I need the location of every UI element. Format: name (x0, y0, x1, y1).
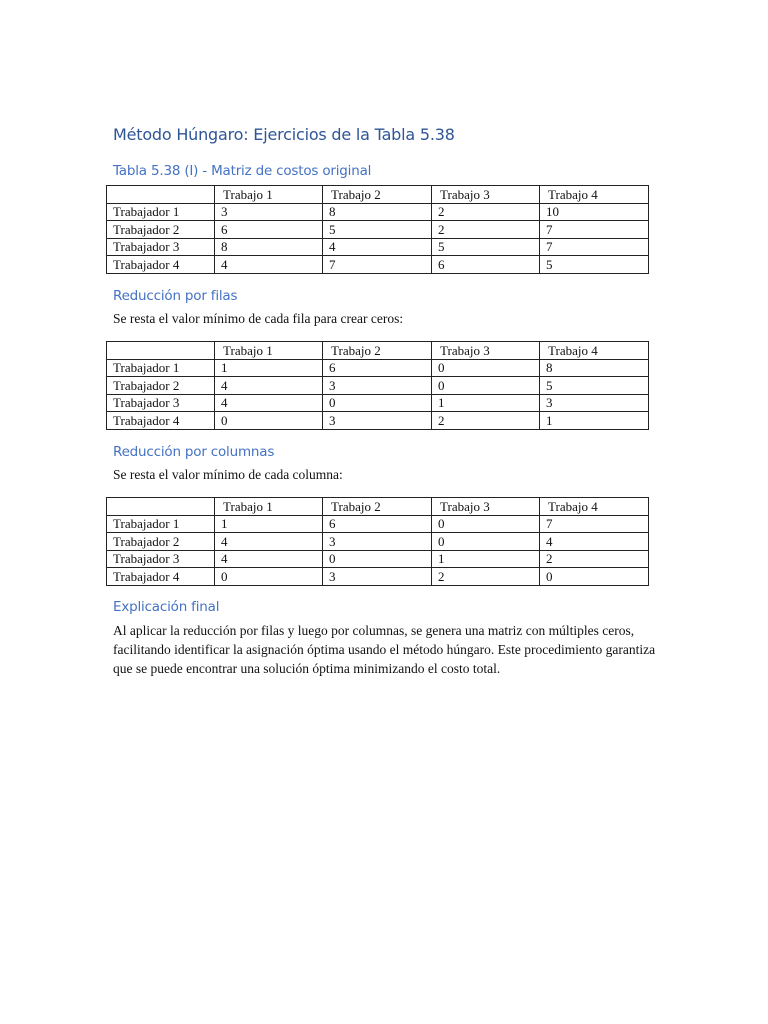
row-header-cell: Trabajador 3 (107, 550, 215, 568)
table-cell: 0 (215, 568, 323, 586)
table-row (107, 515, 649, 533)
table-cell: 1 (432, 550, 540, 568)
table-cell: 2 (540, 550, 649, 568)
row-header-cell: Trabajador 4 (107, 412, 215, 430)
table-cell: 5 (540, 377, 649, 395)
table-cell: 3 (215, 203, 323, 221)
table-cell: 8 (540, 359, 649, 377)
table-cell: 7 (323, 256, 432, 274)
row-reduction-table (106, 341, 649, 430)
table-cell: 4 (215, 394, 323, 412)
table-cell: 0 (432, 533, 540, 551)
row-reduction-description: Se resta el valor mínimo de cada fila para crear ceros: (113, 311, 404, 326)
table-cell: 6 (215, 221, 323, 239)
row-header-cell: Trabajador 3 (107, 394, 215, 412)
table-row (107, 412, 649, 430)
table-cell: 0 (215, 412, 323, 430)
table-cell: 7 (540, 515, 649, 533)
table-row (107, 377, 649, 395)
column-header-cell: Trabajo 1 (215, 498, 323, 516)
table-cell: 2 (432, 568, 540, 586)
table-cell: 3 (323, 412, 432, 430)
column-header-cell: Trabajo 2 (323, 342, 432, 360)
table-header-row (107, 342, 649, 360)
table-row (107, 221, 649, 239)
table-cell: 4 (540, 533, 649, 551)
table-cell: 3 (540, 394, 649, 412)
column-header-cell: Trabajo 3 (432, 498, 540, 516)
table-row (107, 533, 649, 551)
table-cell: 8 (215, 238, 323, 256)
table-cell: 6 (432, 256, 540, 274)
section-heading-original-matrix: Tabla 5.38 (I) - Matriz de costos original (113, 163, 372, 179)
table-row (107, 238, 649, 256)
table-cell: 4 (215, 550, 323, 568)
table-cell: 1 (215, 515, 323, 533)
row-header-cell: Trabajador 1 (107, 359, 215, 377)
section-heading-final-explanation: Explicación final (113, 599, 220, 615)
row-header-cell: Trabajador 3 (107, 238, 215, 256)
table-cell: 7 (540, 221, 649, 239)
table-cell: 2 (432, 412, 540, 430)
table-row (107, 203, 649, 221)
table-cell: 6 (323, 359, 432, 377)
table-cell: 10 (540, 203, 649, 221)
table-row (107, 394, 649, 412)
table-cell: 6 (323, 515, 432, 533)
column-header-cell: Trabajo 4 (540, 342, 649, 360)
table-cell: 2 (432, 203, 540, 221)
table-cell: 3 (323, 568, 432, 586)
section-heading-row-reduction: Reducción por filas (113, 288, 238, 304)
table-cell: 0 (323, 550, 432, 568)
column-reduction-description: Se resta el valor mínimo de cada columna: (113, 467, 343, 482)
row-header-cell: Trabajador 4 (107, 256, 215, 274)
table-cell: 1 (432, 394, 540, 412)
table-corner-cell (107, 342, 215, 360)
table-row (107, 550, 649, 568)
column-header-cell: Trabajo 4 (540, 498, 649, 516)
table-cell: 4 (215, 377, 323, 395)
column-header-cell: Trabajo 3 (432, 342, 540, 360)
table-cell: 1 (215, 359, 323, 377)
table-cell: 4 (323, 238, 432, 256)
table-cell: 5 (540, 256, 649, 274)
column-header-cell: Trabajo 1 (215, 342, 323, 360)
table-cell: 3 (323, 377, 432, 395)
table-cell: 0 (432, 377, 540, 395)
column-header-cell: Trabajo 3 (432, 186, 540, 204)
column-header-cell: Trabajo 2 (323, 186, 432, 204)
row-header-cell: Trabajador 1 (107, 515, 215, 533)
table-cell: 0 (432, 359, 540, 377)
document-title: Método Húngaro: Ejercicios de la Tabla 5.38 (113, 125, 455, 144)
row-header-cell: Trabajador 2 (107, 377, 215, 395)
table-cell: 0 (323, 394, 432, 412)
table-cell: 3 (323, 533, 432, 551)
section-heading-column-reduction: Reducción por columnas (113, 444, 275, 460)
cost-matrix-table (106, 185, 649, 274)
table-row (107, 256, 649, 274)
table-cell: 4 (215, 533, 323, 551)
table-row (107, 568, 649, 586)
column-header-cell: Trabajo 4 (540, 186, 649, 204)
table-corner-cell (107, 186, 215, 204)
table-cell: 5 (432, 238, 540, 256)
table-header-row (107, 186, 649, 204)
row-header-cell: Trabajador 1 (107, 203, 215, 221)
table-header-row (107, 498, 649, 516)
table-cell: 8 (323, 203, 432, 221)
table-cell: 2 (432, 221, 540, 239)
column-header-cell: Trabajo 2 (323, 498, 432, 516)
column-header-cell: Trabajo 1 (215, 186, 323, 204)
column-reduction-table (106, 497, 649, 586)
table-cell: 7 (540, 238, 649, 256)
table-cell: 4 (215, 256, 323, 274)
row-header-cell: Trabajador 2 (107, 221, 215, 239)
table-row (107, 359, 649, 377)
row-header-cell: Trabajador 4 (107, 568, 215, 586)
table-cell: 5 (323, 221, 432, 239)
final-explanation-paragraph: Al aplicar la reducción por filas y luego por columnas, se genera una matriz con múltiples ceros, facilitando identificar la asignación óptima usando el método húngaro. Este procedimiento garantiza que se puede encontrar una solución óptima minimizando el costo total. (113, 623, 656, 676)
table-cell: 0 (432, 515, 540, 533)
table-cell: 1 (540, 412, 649, 430)
table-cell: 0 (540, 568, 649, 586)
row-header-cell: Trabajador 2 (107, 533, 215, 551)
table-corner-cell (107, 498, 215, 516)
